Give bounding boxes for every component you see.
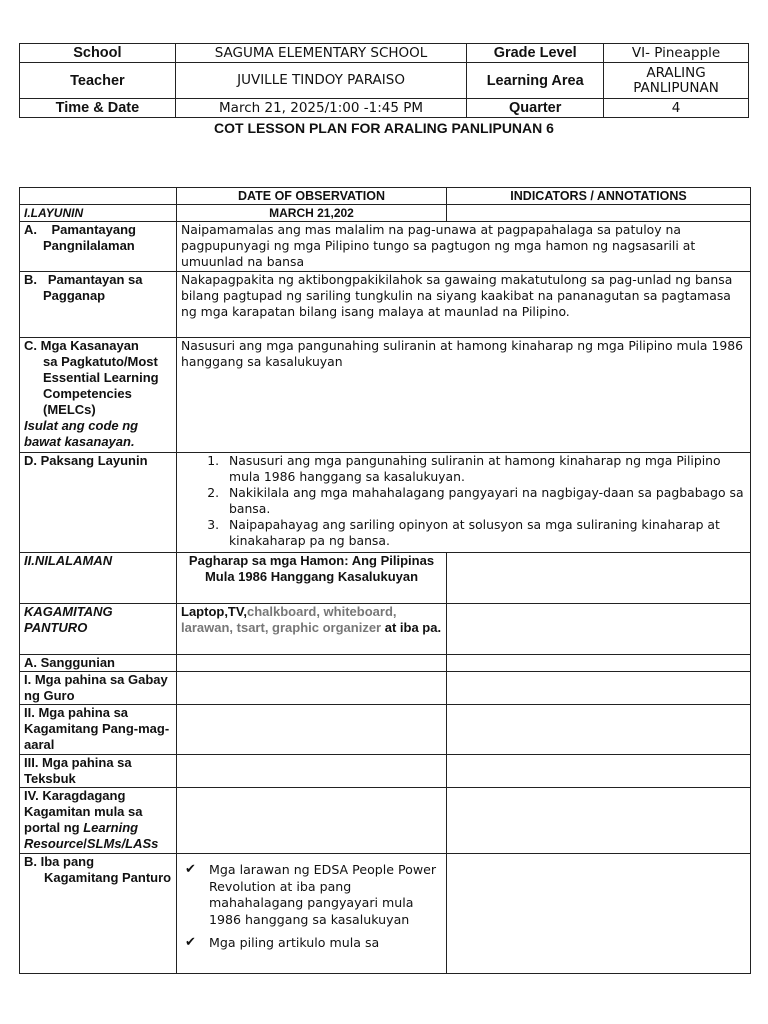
empty-header-cell — [20, 188, 177, 205]
ib-label-1: B. Iba pang — [24, 854, 95, 869]
teksbuk-label: III. Mga pahina sa Teksbuk — [20, 755, 177, 788]
iba-pang-kagamitan-label — [20, 854, 177, 974]
lesson-plan-table — [19, 187, 751, 974]
checkmark-icon: ✔ — [185, 935, 196, 950]
empty-cell — [177, 755, 447, 788]
section-c-label-1: C. Mga Kasanayan — [24, 338, 139, 353]
objective-item: 3. Naipapahayag ang sariling opinyon at solusyon sa mga suliraning kinaharap at kinakaharap pa ng bansa. — [223, 517, 746, 549]
section-a-label-1: Pamantayang — [51, 222, 136, 237]
ib-label-2: Kagamitang Panturo — [44, 870, 172, 885]
teacher-label: Teacher — [20, 63, 176, 99]
section-b-letter: B. — [24, 272, 37, 287]
section-b-label — [20, 272, 177, 338]
teacher-value: JUVILLE TINDOY PARAISO — [175, 63, 467, 99]
sanggunian-label: A. Sanggunian — [20, 655, 177, 672]
section-b-label-2: Pagganap — [43, 288, 106, 303]
date-observation-header: DATE OF OBSERVATION — [177, 188, 447, 205]
empty-cell — [177, 655, 447, 672]
section-a-label — [20, 222, 177, 272]
empty-cell — [447, 205, 751, 222]
empty-cell — [447, 854, 751, 974]
section-a-text: Naipamamalas ang mas malalim na pag-unawa at pagpapahalaga sa patuloy na pagpupunyagi ng mga Pilipino tungo sa pagtugon ng mga hamon ng nagsasarili at umuunlad na bansa — [177, 222, 751, 272]
nilalaman-label: II.NILALAMAN — [20, 553, 177, 604]
indicators-header: INDICATORS / ANNOTATIONS — [447, 188, 751, 205]
quarter-label: Quarter — [467, 99, 604, 118]
empty-cell — [177, 705, 447, 755]
area-label: Learning Area — [467, 63, 604, 99]
kagamitang-mag-aaral-label: II. Mga pahina sa Kagamitang Pang-mag-aaral — [20, 705, 177, 755]
empty-cell — [447, 655, 751, 672]
gabay-guro-label: I. Mga pahina sa Gabay ng Guro — [20, 672, 177, 705]
kagamitan-label: KAGAMITANG PANTURO — [20, 604, 177, 655]
checkmark-icon: ✔ — [185, 862, 196, 877]
observation-date: MARCH 21,202 — [177, 205, 447, 222]
material-item — [185, 862, 442, 928]
layunin-label: I.LAYUNIN — [20, 205, 177, 222]
section-a-letter: A. — [24, 222, 37, 237]
empty-cell — [447, 672, 751, 705]
kagamitan-text-1: Laptop,TV, — [181, 604, 247, 619]
kagamitan-text-2: at iba pa. — [381, 620, 442, 635]
time-label: Time & Date — [20, 99, 176, 118]
kagamitan-text-gray: chalkboard, whiteboard, larawan, tsart, graphic organizer — [181, 604, 397, 635]
section-a-label-2: Pangnilalaman — [43, 238, 135, 253]
section-c-text: Nasusuri ang mga pangunahing suliranin at hamong kinaharap ng mga Pilipino mula 1986 hanggang sa kasalukuyan — [177, 338, 751, 453]
area-value-line-2: PANLIPUNAN — [633, 79, 719, 96]
empty-cell — [447, 604, 751, 655]
empty-cell — [177, 672, 447, 705]
objectives-list — [181, 453, 746, 549]
area-value-line-1: ARALING — [646, 64, 706, 81]
section-c-label-3: Isulat ang code ng bawat kasanayan. — [24, 418, 139, 449]
objective-item: 2. Nakikilala ang mga mahahalagang pangyayari na nagbigay-daan sa pagbabago sa bansa. — [223, 485, 746, 517]
row4-text-1: IV. Karagdagang Kagamitan mula sa portal ng — [24, 788, 143, 835]
objective-item: 1. Nasusuri ang mga pangunahing suliranin at hamong kinaharap ng mga Pilipino mula 1986 hanggang sa kasalukuyan. — [223, 453, 746, 485]
materials-list-cell — [177, 854, 447, 974]
row4-text-2: Learning Resource — [24, 820, 139, 851]
material-item-text: Mga larawan ng EDSA People Power Revolution at iba pang mahahalagang pangyayari mula 1986 hanggang sa kasalukuyan — [209, 862, 437, 927]
karagdagang-kagamitan-label — [20, 788, 177, 854]
empty-cell — [447, 705, 751, 755]
kagamitan-text — [177, 604, 447, 655]
row4-text-4: SLMs/LASs — [86, 836, 159, 851]
section-c-label-2: sa Pagkatuto/Most Essential Learning Competencies (MELCs) — [43, 354, 159, 417]
school-label: School — [20, 44, 176, 63]
section-d-list-cell — [177, 453, 751, 553]
material-item-text: Mga piling artikulo mula sa — [209, 935, 380, 950]
area-value — [604, 63, 749, 99]
quarter-value: 4 — [604, 99, 749, 118]
row4-text-3: / — [83, 836, 87, 851]
material-item — [185, 935, 442, 952]
empty-cell — [447, 755, 751, 788]
grade-label: Grade Level — [467, 44, 604, 63]
empty-cell — [447, 788, 751, 854]
materials-list — [181, 862, 442, 952]
section-b-text: Nakapagpakita ng aktibongpakikilahok sa gawaing makatutulong sa pag-unlad ng bansa bilang pagtupad ng sariling tungkulin na siyang kaakibat na pananagutan sa pagtamasa ng mga karapatan bilang isang malaya at maunlad na Pilipino. — [177, 272, 751, 338]
section-d-label: D. Paksang Layunin — [20, 453, 177, 553]
document-title: COT LESSON PLAN FOR ARALING PANLIPUNAN 6 — [214, 120, 554, 136]
empty-cell — [177, 788, 447, 854]
grade-value: VI- Pineapple — [604, 44, 749, 63]
header-table — [19, 43, 749, 118]
section-b-label-1: Pamantayan sa — [47, 272, 143, 287]
section-c-label — [20, 338, 177, 453]
nilalaman-text: Pagharap sa mga Hamon: Ang Pilipinas Mula 1986 Hanggang Kasalukuyan — [177, 553, 447, 604]
time-value: March 21, 2025/1:00 -1:45 PM — [175, 99, 467, 118]
empty-cell — [447, 553, 751, 604]
school-value: SAGUMA ELEMENTARY SCHOOL — [175, 44, 467, 63]
